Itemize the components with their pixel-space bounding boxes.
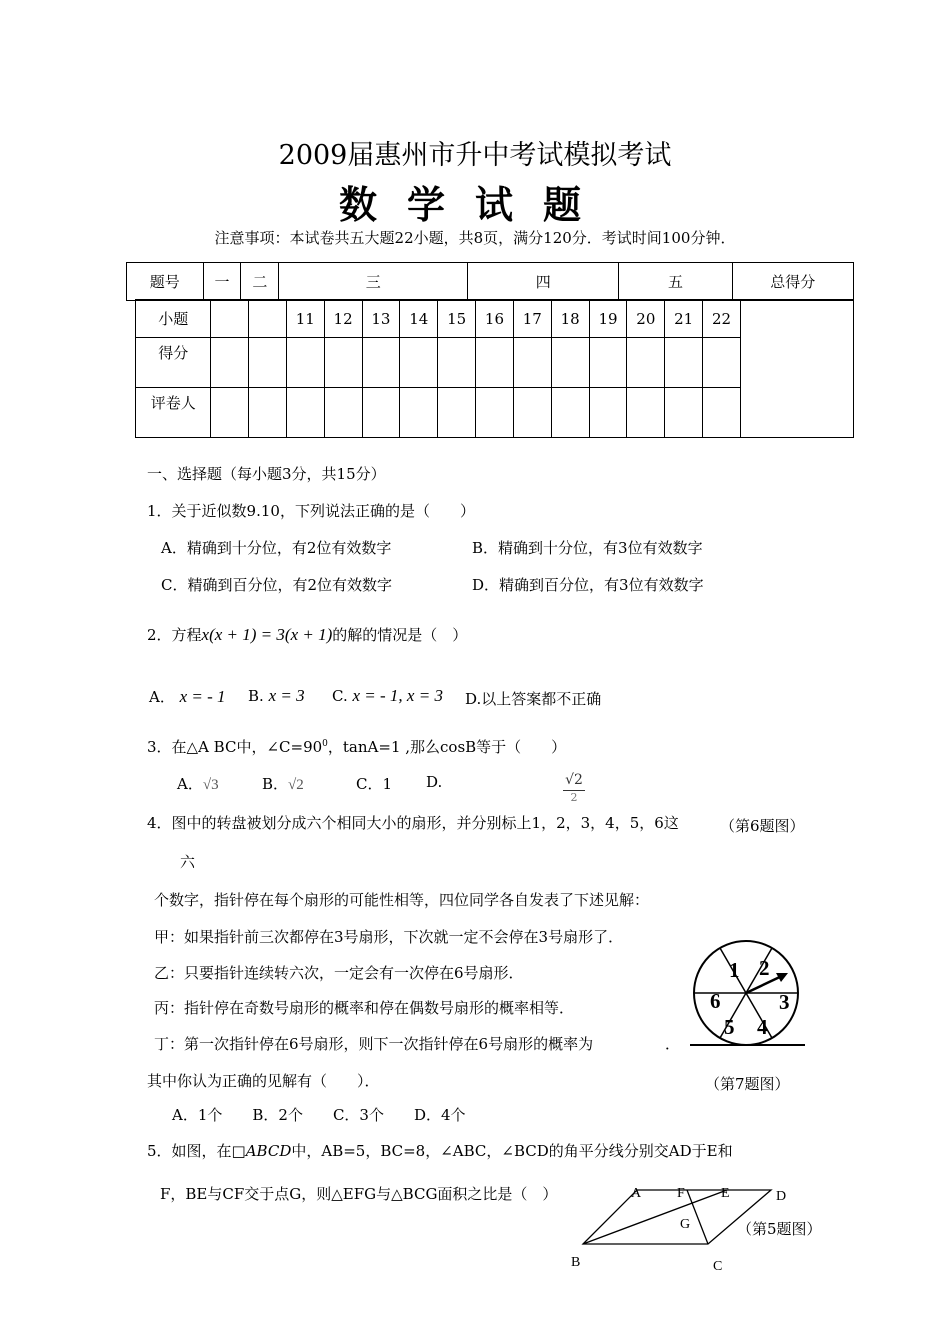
grader-cell[interactable] <box>324 388 362 438</box>
q5-line1-text: 5．如图，在 <box>147 1142 232 1160</box>
question-number-cell: 15 <box>438 300 476 338</box>
header-cell-2: 二 <box>241 263 279 301</box>
label-c: C <box>713 1259 723 1274</box>
q2-equation: x(x + 1) = 3(x + 1) <box>201 625 333 644</box>
q4-ask: 其中你认为正确的见解有（ ）． <box>147 1072 380 1090</box>
score-cell[interactable] <box>438 338 476 388</box>
q3-option-b-value: √2 <box>288 777 304 793</box>
grader-cell[interactable] <box>627 388 665 438</box>
q3-stem-text: 3．在△A BC中，∠C=90 <box>147 738 323 756</box>
q2-stem <box>147 624 467 645</box>
score-cell[interactable] <box>703 338 741 388</box>
q2-option-c[interactable] <box>332 686 443 706</box>
score-cell[interactable] <box>476 338 514 388</box>
grader-cell[interactable] <box>513 388 551 438</box>
grader-cell[interactable] <box>703 388 741 438</box>
fig6-caption: （第6题图） <box>720 817 805 835</box>
q1-option-a[interactable]: A．精确到十分位，有2位有效数字 <box>161 539 392 557</box>
score-cell[interactable] <box>551 338 589 388</box>
label-d: D <box>776 1189 787 1204</box>
q3-degree-sup: 0 <box>322 739 328 749</box>
q4-view-bing: 丙：指针停在奇数号扇形的概率和停在偶数号扇形的概率相等． <box>154 999 575 1017</box>
q4-line2: 个数字，指针停在每个扇形的可能性相等，四位同学各自发表了下述见解： <box>154 891 650 909</box>
label-e: E <box>721 1186 730 1201</box>
q4-view-ding-dot: ． <box>665 1035 681 1053</box>
question-number-cell: 18 <box>551 300 589 338</box>
q3-option-a-value: √3 <box>202 777 219 793</box>
q1-option-d[interactable]: D．精确到百分位，有3位有效数字 <box>472 576 704 594</box>
q4-view-yi: 乙：只要指针连续转六次，一定会有一次停在6号扇形． <box>154 964 524 982</box>
q4-line1b: 六 <box>180 853 196 871</box>
total-score-cell[interactable] <box>740 300 853 438</box>
grader-cell[interactable] <box>286 388 324 438</box>
q3-option-c[interactable]: C．1 <box>356 775 393 793</box>
label-a: A <box>631 1186 642 1201</box>
q5-line2: F，BE与CF交于点G，则△EFG与△BCG面积之比是（ ） <box>160 1185 558 1203</box>
score-cell[interactable] <box>627 338 665 388</box>
grader-cell[interactable] <box>362 388 400 438</box>
fig7-caption: （第7题图） <box>705 1075 790 1093</box>
q3-option-d-fraction <box>563 770 585 805</box>
q4-line1: 4．图中的转盘被划分成六个相同大小的扇形，并分别标上1，2，3，4，5，6这 <box>147 814 679 832</box>
q4-view-jia: 甲：如果指针前三次都停在3号扇形，下次就一定不会停在3号扇形了． <box>154 928 624 946</box>
header-cell-4: 四 <box>468 263 619 301</box>
label-b: B <box>571 1255 581 1270</box>
q2-option-a-label: A． <box>149 688 175 706</box>
q3-option-d-numerator: √2 <box>563 770 585 791</box>
question-number-cell: 19 <box>589 300 627 338</box>
score-cell[interactable] <box>513 338 551 388</box>
wheel-number-3: 3 <box>779 990 790 1014</box>
q5-parallelogram: □ABCD <box>231 1142 292 1160</box>
grader-cell[interactable] <box>589 388 627 438</box>
grader-cell[interactable] <box>551 388 589 438</box>
q1-option-c[interactable]: C．精确到百分位，有2位有效数字 <box>161 576 393 594</box>
q5-line1 <box>147 1140 733 1161</box>
grader-cell[interactable] <box>249 388 287 438</box>
q3-option-a[interactable] <box>177 773 219 794</box>
score-cell[interactable] <box>589 338 627 388</box>
q2-option-c-label: C. <box>332 687 348 705</box>
label-f: F <box>677 1186 685 1201</box>
question-number-cell: 21 <box>665 300 703 338</box>
question-number-cell: 12 <box>324 300 362 338</box>
row-label-defen: 得分 <box>136 338 211 388</box>
q2-option-a-math: x = - 1 <box>179 687 226 706</box>
q2-suffix: 的解的情况是（ ） <box>332 626 468 644</box>
q3-option-a-label: A． <box>177 775 203 793</box>
score-cell[interactable] <box>324 338 362 388</box>
q2-option-b-label: B. <box>248 687 264 705</box>
wheel-number-6: 6 <box>710 989 721 1013</box>
q4-view-ding: 丁：第一次指针停在6号扇形，则下一次指针停在6号扇形的概率为 <box>154 1035 594 1053</box>
q1-stem: 1．关于近似数9.10，下列说法正确的是（ ） <box>147 502 475 520</box>
wheel-number-1: 1 <box>729 958 740 982</box>
wheel-number-5: 5 <box>724 1015 735 1039</box>
label-g: G <box>680 1217 691 1232</box>
parallelogram-figure <box>565 1175 795 1285</box>
q2-option-c-math: x = - 1, x = 3 <box>352 686 443 705</box>
score-cell[interactable] <box>211 338 249 388</box>
grader-cell[interactable] <box>400 388 438 438</box>
subject-title: 数学试题 <box>338 182 611 227</box>
question-number-cell: 11 <box>286 300 324 338</box>
section-heading: 一、选择题（每小题3分，共15分） <box>147 465 386 483</box>
row-label-pingjuanren: 评卷人 <box>136 388 211 438</box>
question-number-cell: 13 <box>362 300 400 338</box>
q3-option-d[interactable]: D. <box>426 773 443 791</box>
blank-cell <box>249 300 287 338</box>
question-number-cell: 20 <box>627 300 665 338</box>
grader-cell[interactable] <box>476 388 514 438</box>
q3-option-d-denominator: 2 <box>570 791 578 804</box>
grader-cell[interactable] <box>665 388 703 438</box>
q3-stem-rest: ，tanA=1 ,那么cosB等于（ ） <box>327 738 567 756</box>
score-cell[interactable] <box>665 338 703 388</box>
score-cell[interactable] <box>362 338 400 388</box>
exam-title: 2009届惠州市升中考试模拟考试 <box>278 140 672 171</box>
question-number-cell: 17 <box>513 300 551 338</box>
question-number-cell: 14 <box>400 300 438 338</box>
header-cell-5: 五 <box>619 263 732 301</box>
spinner-wheel-figure <box>680 935 810 1050</box>
question-number-cell: 16 <box>476 300 514 338</box>
q1-option-b[interactable]: B．精确到十分位，有3位有效数字 <box>472 539 703 557</box>
grader-cell[interactable] <box>211 388 249 438</box>
q4-options[interactable]: A．1个 B．2个 C．3个 D．4个 <box>172 1106 466 1124</box>
question-number-cell: 22 <box>703 300 741 338</box>
q2-option-d[interactable]: D.以上答案都不正确 <box>465 690 602 708</box>
score-table-header <box>126 262 854 301</box>
header-cell-tihao: 题号 <box>127 263 204 301</box>
header-cell-1: 一 <box>203 263 241 301</box>
q3-option-b-label: B． <box>262 775 289 793</box>
q2-option-b[interactable] <box>248 686 305 706</box>
grader-cell[interactable] <box>438 388 476 438</box>
q2-prefix: 2．方程 <box>147 626 202 644</box>
header-cell-total: 总得分 <box>732 263 853 301</box>
header-cell-3: 三 <box>279 263 468 301</box>
q3-stem <box>147 736 566 757</box>
q5-line1-rest: 中，AB=5，BC=8，∠ABC，∠BCD的角平分线分别交AD于E和 <box>291 1142 733 1160</box>
blank-cell <box>211 300 249 338</box>
score-cell[interactable] <box>249 338 287 388</box>
row-label-xiaoti: 小题 <box>136 300 211 338</box>
exam-notice: 注意事项：本试卷共五大题22小题，共8页，满分120分．考试时间100分钟． <box>214 229 736 247</box>
score-cell[interactable] <box>286 338 324 388</box>
q2-option-a[interactable] <box>149 686 226 707</box>
wheel-number-2: 2 <box>759 956 770 980</box>
q2-option-b-math: x = 3 <box>268 686 305 705</box>
wheel-number-4: 4 <box>757 1015 768 1039</box>
fig5-caption: （第5题图） <box>737 1220 822 1238</box>
q3-option-b[interactable] <box>262 773 304 794</box>
score-table-body <box>135 299 854 438</box>
score-cell[interactable] <box>400 338 438 388</box>
